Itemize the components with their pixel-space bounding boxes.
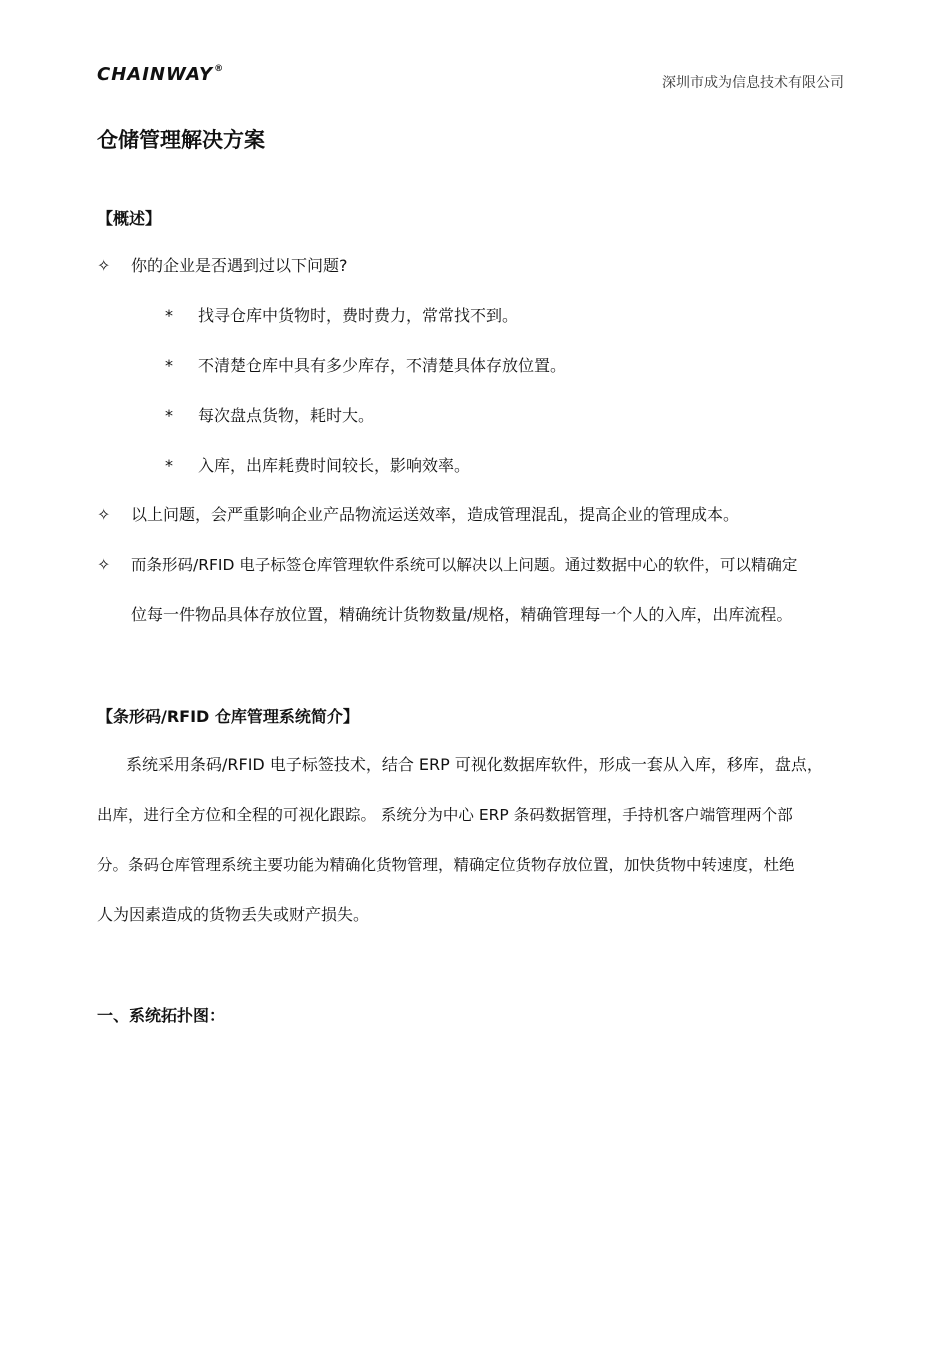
registered-mark: ® bbox=[214, 64, 225, 74]
bullet-icon: ✧ bbox=[97, 555, 111, 574]
company-name: 深圳市成为信息技术有限公司 bbox=[662, 75, 844, 91]
problem-item: 入库，出库耗费时间较长，影响效率。 bbox=[198, 456, 471, 475]
topology-heading: 一、系统拓扑图： bbox=[97, 1006, 226, 1025]
bullet-icon: ✧ bbox=[97, 505, 111, 524]
solution-statement-line1: 而条形码/RFID 电子标签仓库管理软件系统可以解决以上问题。通过数据中心的软件，可以精确定 bbox=[131, 556, 798, 574]
document-title: 仓储管理解决方案 bbox=[97, 128, 265, 152]
impact-statement: 以上问题，会严重影响企业产品物流运送效率，造成管理混乱，提高企业的管理成本。 bbox=[131, 505, 740, 524]
bullet-icon: ✧ bbox=[97, 256, 111, 275]
intro-paragraph-line: 分。条码仓库管理系统主要功能为精确化货物管理，精确定位货物存放位置，加快货物中转速度，杜绝 bbox=[97, 856, 795, 874]
intro-heading: 【条形码/RFID 仓库管理系统简介】 bbox=[97, 707, 359, 726]
intro-paragraph-line: 出库，进行全方位和全程的可视化跟踪。 系统分为中心 ERP 条码数据管理，手持机客户端管理两个部 bbox=[97, 806, 793, 824]
solution-statement-line2: 位每一件物品具体存放位置，精确统计货物数量/规格，精确管理每一个人的入库，出库流程。 bbox=[131, 605, 793, 624]
star-bullet: * bbox=[165, 456, 173, 475]
star-bullet: * bbox=[165, 306, 173, 325]
question-intro: 你的企业是否遇到过以下问题? bbox=[131, 256, 348, 275]
problem-item: 找寻仓库中货物时，费时费力，常常找不到。 bbox=[198, 306, 519, 325]
chainway-logo bbox=[97, 64, 224, 85]
logo-text: CHAINWAY bbox=[97, 64, 214, 85]
intro-paragraph-line: 人为因素造成的货物丢失或财产损失。 bbox=[97, 905, 370, 924]
problem-item: 每次盘点货物，耗时大。 bbox=[198, 406, 375, 425]
star-bullet: * bbox=[165, 356, 173, 375]
intro-paragraph-line: 系统采用条码/RFID 电子标签技术，结合 ERP 可视化数据库软件，形成一套从入库，移库，盘点， bbox=[126, 755, 823, 774]
overview-heading: 【概述】 bbox=[97, 209, 162, 228]
star-bullet: * bbox=[165, 406, 173, 425]
problem-item: 不清楚仓库中具有多少库存，不清楚具体存放位置。 bbox=[198, 356, 567, 375]
